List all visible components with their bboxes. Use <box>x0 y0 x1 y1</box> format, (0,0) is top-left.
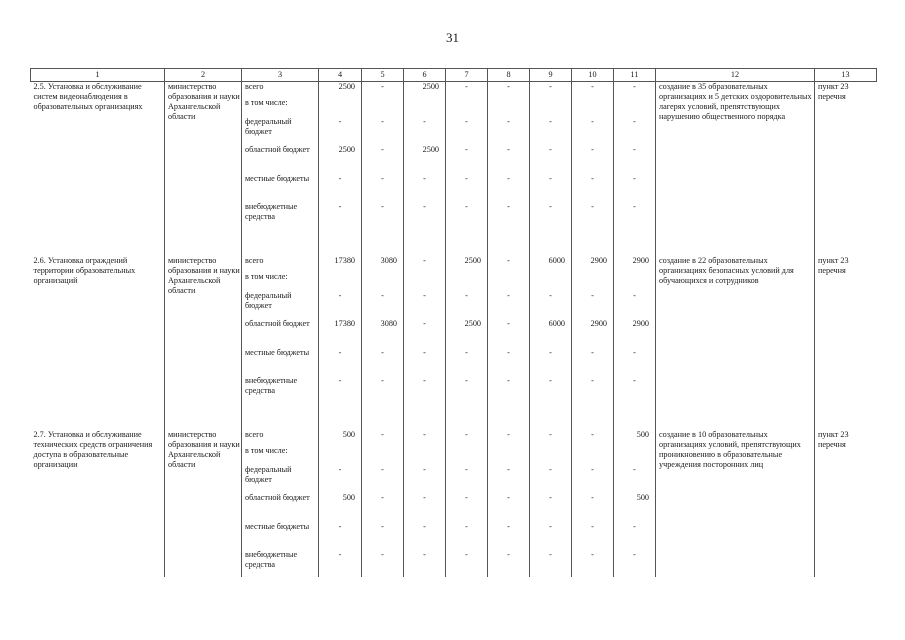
amount-cell: - <box>319 202 362 229</box>
amount-cell <box>614 272 656 291</box>
amount-cell: 2500 <box>446 319 488 348</box>
amount-cell <box>319 446 362 465</box>
spacer-cell <box>572 403 614 430</box>
amount-cell <box>404 446 446 465</box>
amount-cell: - <box>530 291 572 319</box>
spacer-cell <box>656 229 815 256</box>
amount-cell: 2500 <box>404 82 446 98</box>
amount-cell <box>614 98 656 117</box>
item-title: 2.6. Установка ограждений территории образовательных организаций <box>31 256 165 403</box>
amount-cell: 2500 <box>404 145 446 174</box>
amount-cell <box>614 446 656 465</box>
amount-cell: - <box>614 202 656 229</box>
amount-cell: - <box>446 117 488 145</box>
spacer-cell <box>165 403 242 430</box>
amount-cell: - <box>530 550 572 577</box>
amount-cell: - <box>404 348 446 376</box>
spacer-cell <box>815 229 877 256</box>
spacer-cell <box>488 403 530 430</box>
amount-cell <box>446 446 488 465</box>
spacer-cell <box>362 229 404 256</box>
amount-cell: - <box>488 348 530 376</box>
amount-cell: - <box>446 430 488 446</box>
amount-cell: - <box>446 145 488 174</box>
amount-cell: - <box>614 291 656 319</box>
spacer-cell <box>572 229 614 256</box>
spacer-cell <box>530 403 572 430</box>
funding-source: областной бюджет <box>242 493 319 522</box>
spacer-cell <box>319 403 362 430</box>
item-executor: министерство образования и науки Архангельской области <box>165 82 242 229</box>
table-body <box>31 82 877 577</box>
spacer-cell <box>31 403 165 430</box>
amount-cell: 6000 <box>530 256 572 272</box>
funding-source: областной бюджет <box>242 319 319 348</box>
amount-cell: 500 <box>319 430 362 446</box>
amount-cell: - <box>614 465 656 493</box>
spacer-cell <box>362 403 404 430</box>
amount-cell: - <box>404 174 446 202</box>
col-header: 13 <box>815 69 877 82</box>
amount-cell: - <box>614 522 656 550</box>
funding-source: внебюджетные средства <box>242 376 319 403</box>
amount-cell <box>362 272 404 291</box>
funding-source: в том числе: <box>242 98 319 117</box>
spacer-cell <box>242 229 319 256</box>
table-row <box>31 82 877 98</box>
amount-cell: - <box>488 376 530 403</box>
program-table <box>30 68 877 577</box>
item-reference: пункт 23 перечня <box>818 255 849 275</box>
spacer-cell <box>165 229 242 256</box>
amount-cell: - <box>488 202 530 229</box>
amount-cell: - <box>530 465 572 493</box>
amount-cell: - <box>572 82 614 98</box>
amount-cell: - <box>530 117 572 145</box>
amount-cell: - <box>572 174 614 202</box>
amount-cell: - <box>362 202 404 229</box>
col-header: 11 <box>614 69 656 82</box>
funding-source: всего <box>242 82 319 98</box>
col-header: 5 <box>362 69 404 82</box>
amount-cell: - <box>362 145 404 174</box>
amount-cell: - <box>362 376 404 403</box>
funding-source: местные бюджеты <box>242 522 319 550</box>
amount-cell <box>488 446 530 465</box>
amount-cell: - <box>446 291 488 319</box>
amount-cell: - <box>362 291 404 319</box>
amount-cell <box>572 272 614 291</box>
amount-cell: - <box>362 348 404 376</box>
col-header: 10 <box>572 69 614 82</box>
amount-cell: - <box>446 493 488 522</box>
amount-cell: - <box>362 493 404 522</box>
funding-source: местные бюджеты <box>242 174 319 202</box>
funding-source: внебюджетные средства <box>242 550 319 577</box>
amount-cell <box>319 98 362 117</box>
amount-cell: - <box>488 550 530 577</box>
amount-cell: - <box>446 174 488 202</box>
funding-source: областной бюджет <box>242 145 319 174</box>
amount-cell: - <box>530 348 572 376</box>
spacer-cell <box>319 229 362 256</box>
spacer-row <box>31 229 877 256</box>
col-header: 1 <box>31 69 165 82</box>
amount-cell: - <box>404 465 446 493</box>
item-reference: пункт 23 перечня <box>818 429 849 449</box>
amount-cell: - <box>488 174 530 202</box>
amount-cell: - <box>488 291 530 319</box>
item-result: создание в 22 образовательных организациях безопасных условий для обучающихся и сотрудников <box>656 256 815 403</box>
amount-cell <box>488 272 530 291</box>
amount-cell: - <box>614 145 656 174</box>
amount-cell: - <box>404 493 446 522</box>
amount-cell <box>530 98 572 117</box>
amount-cell: - <box>488 493 530 522</box>
amount-cell <box>319 272 362 291</box>
item-reference: пункт 23 перечня <box>818 82 849 101</box>
funding-source: федеральный бюджет <box>242 291 319 319</box>
amount-cell: - <box>362 522 404 550</box>
amount-cell: - <box>404 376 446 403</box>
spacer-cell <box>242 403 319 430</box>
amount-cell: - <box>572 202 614 229</box>
amount-cell: - <box>319 465 362 493</box>
amount-cell: - <box>404 319 446 348</box>
amount-cell: - <box>319 348 362 376</box>
amount-cell: 500 <box>614 430 656 446</box>
amount-cell: - <box>572 117 614 145</box>
spacer-cell <box>656 403 815 430</box>
item-executor: министерство образования и науки Архангельской области <box>165 430 242 577</box>
funding-source: федеральный бюджет <box>242 117 319 145</box>
amount-cell: 2900 <box>614 319 656 348</box>
amount-cell: - <box>404 550 446 577</box>
item-title: 2.5. Установка и обслуживание систем видеонаблюдения в образовательных организациях <box>31 82 165 229</box>
amount-cell: - <box>319 522 362 550</box>
spacer-cell <box>530 229 572 256</box>
amount-cell: - <box>404 256 446 272</box>
amount-cell: - <box>446 348 488 376</box>
col-header: 9 <box>530 69 572 82</box>
amount-cell <box>572 446 614 465</box>
amount-cell: 6000 <box>530 319 572 348</box>
table-row <box>31 430 877 446</box>
amount-cell: - <box>572 348 614 376</box>
col-header: 8 <box>488 69 530 82</box>
amount-cell <box>404 272 446 291</box>
amount-cell: - <box>488 319 530 348</box>
funding-source: всего <box>242 256 319 272</box>
amount-cell: - <box>404 117 446 145</box>
amount-cell: - <box>530 82 572 98</box>
amount-cell: - <box>446 202 488 229</box>
amount-cell: - <box>362 550 404 577</box>
amount-cell: - <box>530 376 572 403</box>
amount-cell: - <box>530 430 572 446</box>
amount-cell: - <box>446 522 488 550</box>
amount-cell <box>362 446 404 465</box>
amount-cell: 3080 <box>362 319 404 348</box>
amount-cell: - <box>446 376 488 403</box>
item-executor: министерство образования и науки Архангельской области <box>165 256 242 403</box>
amount-cell <box>530 446 572 465</box>
amount-cell: - <box>572 145 614 174</box>
amount-cell: - <box>488 465 530 493</box>
amount-cell: - <box>614 117 656 145</box>
item-result: создание в 10 образовательных организациях условий, препятствующих проникновению в образовательные учреждения посторонних лиц <box>656 430 815 577</box>
amount-cell: - <box>530 202 572 229</box>
amount-cell: - <box>488 256 530 272</box>
funding-source: внебюджетные средства <box>242 202 319 229</box>
item-result: создание в 35 образовательных организациях и 5 детских оздоровительных лагерях условий, препятствующих нарушению общественного порядка <box>656 82 815 229</box>
amount-cell: - <box>614 82 656 98</box>
amount-cell: 500 <box>319 493 362 522</box>
amount-cell: - <box>404 522 446 550</box>
amount-cell: - <box>572 465 614 493</box>
amount-cell: - <box>530 145 572 174</box>
amount-cell <box>530 272 572 291</box>
amount-cell <box>446 98 488 117</box>
amount-cell: - <box>488 430 530 446</box>
page-number: 31 <box>446 30 459 45</box>
amount-cell: - <box>404 430 446 446</box>
spacer-cell <box>614 403 656 430</box>
amount-cell: - <box>530 174 572 202</box>
amount-cell: - <box>446 465 488 493</box>
amount-cell: - <box>362 117 404 145</box>
amount-cell: - <box>614 348 656 376</box>
amount-cell: - <box>572 376 614 403</box>
col-header: 7 <box>446 69 488 82</box>
amount-cell <box>446 272 488 291</box>
amount-cell: - <box>572 493 614 522</box>
funding-source: в том числе: <box>242 446 319 465</box>
amount-cell: - <box>488 82 530 98</box>
funding-source: в том числе: <box>242 272 319 291</box>
amount-cell: 2500 <box>446 256 488 272</box>
col-header: 4 <box>319 69 362 82</box>
amount-cell: - <box>319 376 362 403</box>
amount-cell: - <box>614 174 656 202</box>
amount-cell <box>488 98 530 117</box>
spacer-cell <box>614 229 656 256</box>
amount-cell: - <box>362 174 404 202</box>
amount-cell: - <box>488 117 530 145</box>
funding-source: местные бюджеты <box>242 348 319 376</box>
amount-cell <box>572 98 614 117</box>
amount-cell: 2900 <box>614 256 656 272</box>
amount-cell: - <box>572 291 614 319</box>
amount-cell: - <box>614 550 656 577</box>
amount-cell: - <box>319 550 362 577</box>
col-header: 12 <box>656 69 815 82</box>
amount-cell: - <box>404 202 446 229</box>
funding-source: всего <box>242 430 319 446</box>
spacer-cell <box>404 229 446 256</box>
spacer-cell <box>446 403 488 430</box>
amount-cell: - <box>488 145 530 174</box>
amount-cell: - <box>614 376 656 403</box>
spacer-cell <box>31 229 165 256</box>
amount-cell <box>362 98 404 117</box>
amount-cell: 500 <box>614 493 656 522</box>
amount-cell: - <box>572 522 614 550</box>
amount-cell: - <box>488 522 530 550</box>
amount-cell: 2900 <box>572 319 614 348</box>
amount-cell: - <box>572 550 614 577</box>
funding-source: федеральный бюджет <box>242 465 319 493</box>
spacer-cell <box>488 229 530 256</box>
col-header: 2 <box>165 69 242 82</box>
amount-cell: - <box>530 493 572 522</box>
amount-cell: 2500 <box>319 82 362 98</box>
amount-cell: 3080 <box>362 256 404 272</box>
amount-cell: - <box>362 465 404 493</box>
amount-cell: - <box>362 82 404 98</box>
amount-cell: - <box>362 430 404 446</box>
amount-cell: - <box>319 291 362 319</box>
amount-cell: - <box>404 291 446 319</box>
col-header: 6 <box>404 69 446 82</box>
spacer-cell <box>815 403 877 430</box>
amount-cell: 2500 <box>319 145 362 174</box>
amount-cell: 17380 <box>319 319 362 348</box>
amount-cell <box>404 98 446 117</box>
spacer-row <box>31 403 877 430</box>
amount-cell: - <box>572 430 614 446</box>
amount-cell: - <box>446 550 488 577</box>
spacer-cell <box>404 403 446 430</box>
col-header: 3 <box>242 69 319 82</box>
amount-cell: - <box>446 82 488 98</box>
spacer-cell <box>446 229 488 256</box>
amount-cell: - <box>319 174 362 202</box>
amount-cell: 17380 <box>319 256 362 272</box>
amount-cell: 2900 <box>572 256 614 272</box>
column-number-row <box>31 69 877 82</box>
amount-cell: - <box>319 117 362 145</box>
item-title: 2.7. Установка и обслуживание технических средств ограничения доступа в образовательные организации <box>31 430 165 577</box>
table-row <box>31 256 877 272</box>
amount-cell: - <box>530 522 572 550</box>
